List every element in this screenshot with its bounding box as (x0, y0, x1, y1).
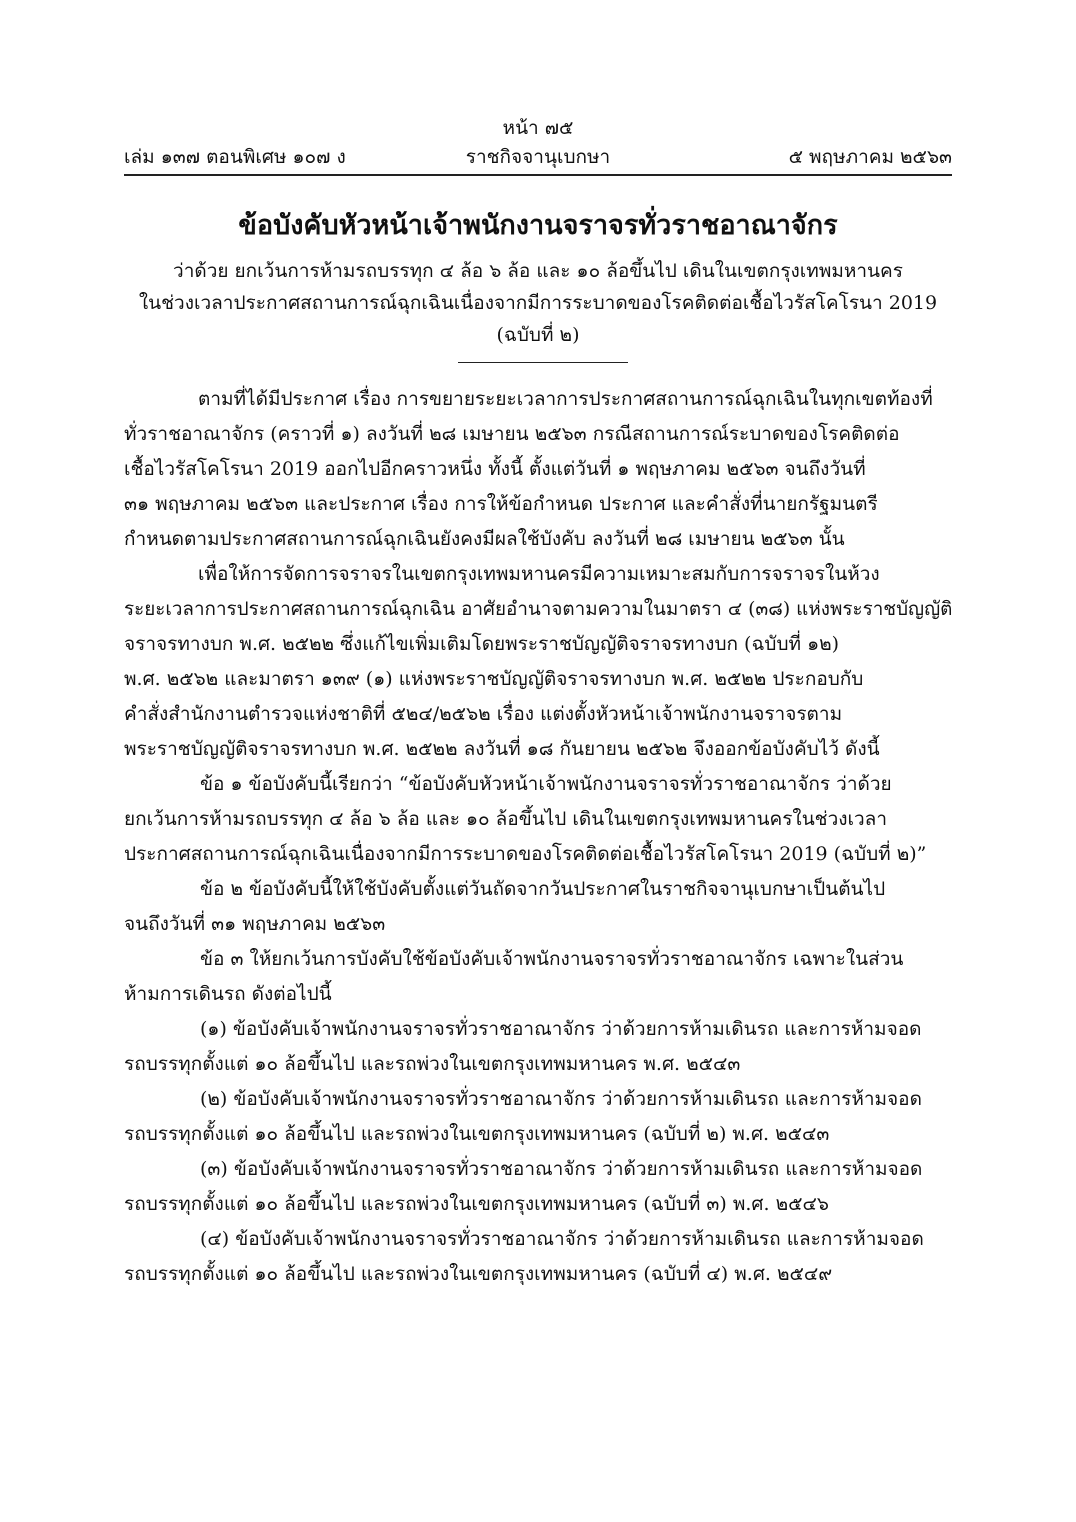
body-line: รถบรรทุกตั้งแต่ ๑๐ ล้อขึ้นไป และรถพ่วงในเขตกรุงเทพมหานคร (ฉบับที่ ๒) พ.ศ. ๒๕๔๓ (124, 1123, 830, 1145)
list-item-4: (๔) ข้อบังคับเจ้าพนักงานจราจรทั่วราชอาณาจักร ว่าด้วยการห้ามเดินรถ และการห้ามจอด (200, 1228, 924, 1250)
body-line: กำหนดตามประกาศสถานการณ์ฉุกเฉินยังคงมีผลใช้บังคับ ลงวันที่ ๒๘ เมษายน ๒๕๖๓ นั้น (124, 528, 845, 550)
body-line: ตามที่ได้มีประกาศ เรื่อง การขยายระยะเวลาการประกาศสถานการณ์ฉุกเฉินในทุกเขตท้องที่ (198, 388, 933, 410)
page-number: หน้า ๗๕ (502, 117, 574, 139)
body-line: ยกเว้นการห้ามรถบรรทุก ๔ ล้อ ๖ ล้อ และ ๑๐ ล้อขึ้นไป เดินในเขตกรุงเทพมหานครในช่วงเวลา (124, 808, 887, 830)
body-line: รถบรรทุกตั้งแต่ ๑๐ ล้อขึ้นไป และรถพ่วงในเขตกรุงเทพมหานคร (ฉบับที่ ๓) พ.ศ. ๒๕๔๖ (124, 1193, 829, 1215)
body-line: ระยะเวลาการประกาศสถานการณ์ฉุกเฉิน อาศัยอำนาจตามความในมาตรา ๔ (๓๘) แห่งพระราชบัญญัติ (124, 598, 953, 620)
body-line: คำสั่งสำนักงานตำรวจแห่งชาติที่ ๕๒๔/๒๕๖๒ เรื่อง แต่งตั้งหัวหน้าเจ้าพนักงานจราจรตาม (124, 703, 843, 725)
body-line: พระราชบัญญัติจราจรทางบก พ.ศ. ๒๕๒๒ ลงวันที่ ๑๘ กันยายน ๒๕๖๒ จึงออกข้อบังคับไว้ ดังนี้ (124, 738, 880, 760)
gazette-header (124, 142, 952, 172)
volume-info: เล่ม ๑๓๗ ตอนพิเศษ ๑๐๗ ง (124, 146, 346, 168)
title-divider (458, 362, 628, 363)
list-item-1: (๑) ข้อบังคับเจ้าพนักงานจราจรทั่วราชอาณาจักร ว่าด้วยการห้ามเดินรถ และการห้ามจอด (200, 1018, 922, 1040)
body-line: ทั่วราชอาณาจักร (คราวที่ ๑) ลงวันที่ ๒๘ เมษายน ๒๕๖๓ กรณีสถานการณ์ระบาดของโรคติดต่อ (124, 423, 900, 445)
clause-1-line: ข้อ ๑ ข้อบังคับนี้เรียกว่า “ข้อบังคับหัวหน้าเจ้าพนักงานจราจรทั่วราชอาณาจักร ว่าด้วย (200, 773, 892, 795)
body-line: ๓๑ พฤษภาคม ๒๕๖๓ และประกาศ เรื่อง การให้ข้อกำหนด ประกาศ และคำสั่งที่นายกรัฐมนตรี (124, 493, 878, 515)
body-line: ประกาศสถานการณ์ฉุกเฉินเนื่องจากมีการระบาดของโรคติดต่อเชื้อไวรัสโคโรนา 2019 (ฉบับที่ ๒)” (124, 843, 927, 865)
header-divider (124, 174, 952, 176)
subtitle-line-1: ว่าด้วย ยกเว้นการห้ามรถบรรทุก ๔ ล้อ ๖ ล้อ และ ๑๐ ล้อขึ้นไป เดินในเขตกรุงเทพมหานคร (173, 260, 903, 282)
body-line: จนถึงวันที่ ๓๑ พฤษภาคม ๒๕๖๓ (124, 913, 386, 935)
body-line: เพื่อให้การจัดการจราจรในเขตกรุงเทพมหานครมีความเหมาะสมกับการจราจรในห้วง (198, 563, 880, 585)
clause-3-line: ข้อ ๓ ให้ยกเว้นการบังคับใช้ข้อบังคับเจ้าพนักงานจราจรทั่วราชอาณาจักร เฉพาะในส่วน (200, 948, 904, 970)
document-title: ข้อบังคับหัวหน้าเจ้าพนักงานจราจรทั่วราชอาณาจักร (238, 210, 838, 241)
body-line: ห้ามการเดินรถ ดังต่อไปนี้ (124, 983, 332, 1005)
subtitle-line-3: (ฉบับที่ ๒) (496, 324, 580, 346)
clause-2-line: ข้อ ๒ ข้อบังคับนี้ให้ใช้บังคับตั้งแต่วันถัดจากวันประกาศในราชกิจจานุเบกษาเป็นต้นไป (200, 878, 886, 900)
body-line: เชื้อไวรัสโคโรนา 2019 ออกไปอีกคราวหนึ่ง ทั้งนี้ ตั้งแต่วันที่ ๑ พฤษภาคม ๒๕๖๓ จนถึงวันที่ (124, 458, 866, 480)
body-line: รถบรรทุกตั้งแต่ ๑๐ ล้อขึ้นไป และรถพ่วงในเขตกรุงเทพมหานคร พ.ศ. ๒๕๔๓ (124, 1053, 741, 1075)
list-item-2: (๒) ข้อบังคับเจ้าพนักงานจราจรทั่วราชอาณาจักร ว่าด้วยการห้ามเดินรถ และการห้ามจอด (200, 1088, 922, 1110)
body-line: พ.ศ. ๒๕๖๒ และมาตรา ๑๓๙ (๑) แห่งพระราชบัญญัติจราจรทางบก พ.ศ. ๒๕๒๒ ประกอบกับ (124, 668, 864, 690)
subtitle-line-2: ในช่วงเวลาประกาศสถานการณ์ฉุกเฉินเนื่องจากมีการระบาดของโรคติดต่อเชื้อไวรัสโคโรนา 2019 (138, 292, 938, 314)
gazette-name: ราชกิจจานุเบกษา (465, 146, 611, 168)
publication-date: ๕ พฤษภาคม ๒๕๖๓ (788, 146, 952, 168)
body-line: รถบรรทุกตั้งแต่ ๑๐ ล้อขึ้นไป และรถพ่วงในเขตกรุงเทพมหานคร (ฉบับที่ ๔) พ.ศ. ๒๕๔๙ (124, 1263, 833, 1285)
list-item-3: (๓) ข้อบังคับเจ้าพนักงานจราจรทั่วราชอาณาจักร ว่าด้วยการห้ามเดินรถ และการห้ามจอด (200, 1158, 923, 1180)
body-line: จราจรทางบก พ.ศ. ๒๕๒๒ ซึ่งแก้ไขเพิ่มเติมโดยพระราชบัญญัติจราจรทางบก (ฉบับที่ ๑๒) (124, 633, 840, 655)
